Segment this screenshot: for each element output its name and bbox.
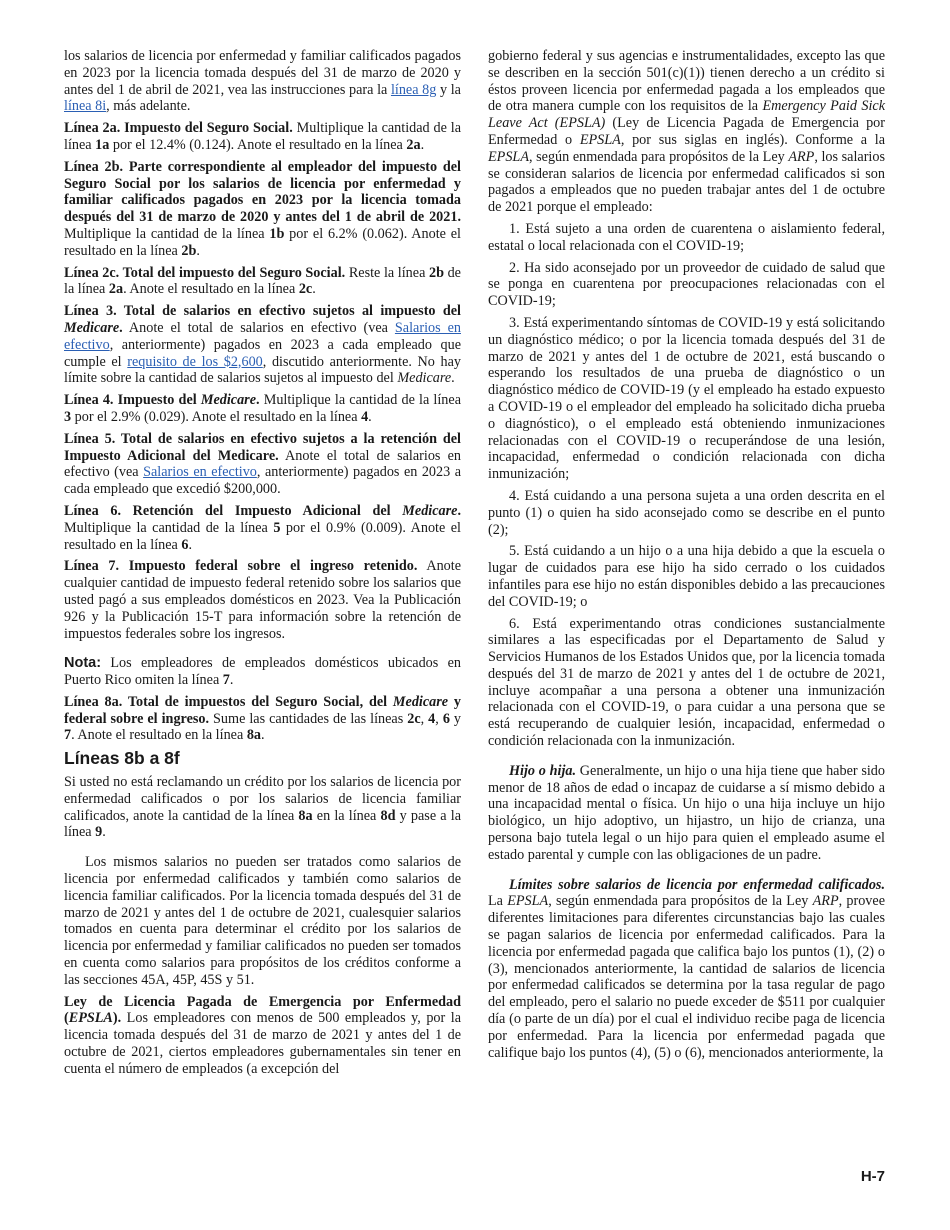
text: ).: [112, 1010, 122, 1027]
limites-paragraph: [488, 877, 885, 1062]
list-item: 6. Está experimentando otras condiciones sustancialmente similares a las especificadas por el Departamento de Salud y Servicios Humanos de los Estados Unidos que, por la licencia tomada después del 31 de marzo de 2021 y antes del 1 de octubre de 2021, incluye acompañar a una persona a obtener una inmunización relacionada con el COVID-19, o para cuidar a una persona que se está recuperando de cualquier lesión, incapacidad, enfermedad o condición relacionada con la inmunización.: [488, 615, 885, 750]
line-3-paragraph: [64, 303, 461, 387]
text: y la: [436, 81, 461, 98]
note-label: Nota:: [64, 655, 102, 672]
bold-ref: 2c: [298, 281, 313, 298]
line-2c-heading: Línea 2c. Total del impuesto del Seguro Social.: [64, 264, 346, 281]
line-4-heading: [64, 392, 260, 408]
bold-ref: 2a: [406, 136, 421, 153]
intro-paragraph: [64, 48, 461, 115]
italic-term: Medicare: [397, 370, 452, 387]
line-5-heading: Línea 5. Total de salarios en efectivo sujetos a la retención del Impuesto Adicional del Medicare.: [64, 430, 461, 464]
bold-ref: 8a: [298, 807, 313, 824]
text: Línea 8a. Total de impuestos del Seguro Social, del: [64, 693, 393, 710]
text: Los empleadores con menos de 500 empleados y, por la licencia tomada después del 31 de marzo de 2021 y antes del 1 de octubre de 2021, ciertos empleadores gubernamentales sin tener en cuenta el número de empleados (a excepción del: [64, 1010, 461, 1077]
link-linea-8i[interactable]: línea 8i: [64, 98, 107, 115]
bold-ref: 1a: [95, 136, 110, 153]
text: Anote el total de salarios en efectivo (vea: [122, 319, 395, 336]
same-wages-paragraph: Los mismos salarios no pueden ser tratados como salarios de licencia por enfermedad calificados y también como salarios de licencia familiar calificados. Por la licencia tomada después del 31 de marzo de 2021 y antes del 1 de octubre de 2021, cualesquier salarios tomados en cuenta para determinar el crédito por los salarios de licencia por enfermedad y familiar calificados no pueden ser tomados en cuenta como salarios para propósitos de los créditos conforme a las secciones 45A, 45P, 45S y 51.: [64, 854, 461, 988]
italic-term: Emergency Paid Sick Leave Act (EPSLA): [488, 98, 885, 132]
hijo-heading: Hijo o hija.: [509, 762, 577, 779]
link-salarios-en-efectivo[interactable]: Salarios en efectivo: [143, 464, 257, 481]
text: , según enmendada para propósitos de la Ley: [548, 893, 813, 910]
italic-term: EPSLA: [579, 131, 621, 148]
text: Anote cualquier cantidad de impuesto federal retenido sobre los salarios que usted pagó a sus empleados domésticos en 2023. Vea la Publicación 926 y la Publicación 15-T para información sobre la retención de impuestos federales sobre los ingresos.: [64, 558, 462, 642]
text: Sume las cantidades de las líneas: [209, 710, 408, 727]
text: Anote el total de salarios en efectivo (vea: [64, 447, 461, 481]
italic-term: EPSLA: [488, 148, 529, 165]
text: Multiplique la cantidad de la línea: [64, 225, 270, 242]
italic-term: Medicare: [64, 319, 120, 336]
text: (Ley de Licencia Pagada de Emergencia por Enfermedad o: [488, 115, 885, 148]
italic-term: Medicare: [392, 693, 449, 710]
text: , por sus siglas en inglés). Conforme a la: [620, 131, 886, 148]
italic-term: Medicare: [402, 502, 458, 519]
bold-ref: 2b: [428, 264, 444, 281]
page-number: H-7: [860, 1168, 885, 1185]
text: .: [196, 242, 200, 259]
link-requisito-2600[interactable]: requisito de los $2,600: [127, 353, 263, 370]
text: .: [256, 392, 260, 409]
text: .: [188, 536, 193, 553]
text: y pase a la línea: [64, 807, 462, 841]
text: , anteriormente) pagados en 2023 a cada empleado que cumple el: [64, 336, 461, 370]
text: .: [119, 319, 123, 336]
text: La: [488, 893, 508, 910]
bold-ref: 8d: [380, 807, 396, 824]
text: Generalmente, un hijo o una hija tiene que haber sido menor de 18 años de edad o incapaz de cuidarse a sí mismo debido a una incapacidad mental o física. Un hijo o una hija incluye un hijo biológico, un hijo adoptivo, un hijastro, un hijo de crianza, una persona bajo tutela legal o un hijo para quien el empleado asume el estado parental y cumple con las obligaciones de un padre.: [488, 762, 885, 863]
bold-ref: 3: [64, 408, 72, 425]
text: Multiplique la cantidad de la línea: [64, 519, 274, 536]
text: .: [229, 672, 234, 689]
text: , según enmendada para propósitos de la Ley: [528, 148, 789, 165]
text: .: [457, 502, 461, 519]
text: Reste la línea: [345, 264, 429, 281]
bold-ref: 9: [95, 824, 103, 841]
text: y federal sobre el ingreso.: [64, 693, 462, 727]
text: de la línea: [64, 264, 461, 298]
text: por el 0.9% (0.009). Anote el resultado en la línea: [64, 519, 461, 553]
epsla-paragraph: [64, 994, 461, 1078]
bold-ref: 4: [361, 408, 369, 425]
list-item: 3. Está experimentando síntomas de COVID-19 y está solicitando un diagnóstico médico; o por la licencia tomada después del 31 de marzo de 2021 y antes del 1 de octubre de 2021, está buscando o esperando los resultados de una prueba de diagnóstico o un diagnóstico médico de COVID-19 (y el empleado ha estado expuesto a COVID-19 o el empleador del empleado ha solicitado dicha prueba o diagnóstico), o el empleado está obteniendo inmunizaciones relacionadas con el COVID-19 o recuperándose de una lesión, incapacidad, enfermedad o condición relacionada con dicha inmunización;: [488, 314, 885, 483]
text: Multiplique la cantidad de la línea: [64, 120, 461, 153]
text: .: [420, 136, 425, 153]
line-2a-paragraph: [64, 120, 461, 154]
bold-ref: 7: [222, 672, 230, 689]
text: , discutido anteriormente. No hay límite sobre la cantidad de salarios sujetos al impuesto del: [64, 353, 461, 387]
text: .: [368, 408, 372, 425]
bold-ref: 4: [428, 710, 436, 727]
text: , anteriormente) pagados en 2023 a cada empleado que excedió $200,000.: [64, 464, 462, 498]
bold-ref: 8a: [246, 727, 261, 744]
italic-term: EPSLA: [507, 893, 549, 910]
text: Los empleadores de empleados domésticos ubicados en Puerto Rico omiten la línea: [64, 655, 461, 689]
text: Si usted no está reclamando un crédito por los salarios de licencia por enfermedad calificados o por los salarios de licencia familiar calificados, anote la cantidad de la línea: [64, 774, 461, 824]
line-6-paragraph: [64, 503, 461, 553]
text: , más adelante.: [106, 98, 191, 115]
text: . Anote el resultado en la línea: [71, 727, 247, 744]
text: , provee diferentes limitaciones para diferentes circunstancias bajo las cuales se pagan salarios de licencia por enfermedad calificados. Para la licencia por enfermedad pagada que califica bajo los puntos (1), (2) o (3), mencionados anteriormente, la cantidad de salarios de licencia por enfermedad calificados se determina por la tasa regular de pago del empleado, pero el salario no puede exceder de $511 por cualquier día (o parte de un día) por el cual el individuo recibe paga de licencia por enfermedad. Para la licencia por enfermedad pagada que califique bajo los puntos (4), (5) o (6), mencionados anteriormente, la: [488, 893, 885, 1061]
text: . Anote el resultado en la línea: [123, 281, 299, 298]
line-6-heading: [64, 503, 461, 519]
text: , los salarios se consideran salarios de licencia por enfermedad calificados si son pagados a empleados que no pueden trabajar antes del 1 de octubre de 2021 porque el empleado:: [488, 148, 885, 216]
text: ,: [420, 710, 429, 727]
text: Multiplique la cantidad de la línea: [259, 392, 461, 409]
bold-ref: 7: [64, 727, 72, 744]
section-heading: Líneas 8b a 8f: [64, 748, 180, 769]
line-2a-heading: Línea 2a. Impuesto del Seguro Social.: [64, 120, 293, 137]
line-8a-paragraph: [64, 694, 461, 744]
limites-heading: Límites sobre salarios de licencia por enfermedad calificados.: [509, 876, 885, 893]
epsla-continued-paragraph: [488, 48, 885, 216]
left-column: [64, 48, 461, 1083]
right-column: [488, 48, 885, 1066]
line-5-paragraph: [64, 431, 461, 498]
bold-ref: 5: [273, 519, 281, 536]
text: por el 6.2% (0.062). Anote el resultado en la línea: [64, 225, 461, 259]
text: Línea 6. Retención del Impuesto Adicional del: [64, 502, 403, 519]
link-salarios-en-efectivo[interactable]: Salarios en efectivo: [64, 319, 461, 353]
bold-ref: 2b: [181, 242, 197, 259]
text: Línea 3. Total de salarios en efectivo sujetos al impuesto del: [64, 303, 461, 320]
list-item: 1. Está sujeto a una orden de cuarentena o aislamiento federal, estatal o local relacionada con el COVID-19;: [488, 220, 885, 254]
text: .: [102, 824, 106, 841]
bold-ref: 1b: [269, 225, 285, 242]
line-7-paragraph: [64, 558, 461, 642]
text: .: [451, 370, 455, 387]
text: por el 2.9% (0.029). Anote el resultado en la línea: [71, 408, 362, 425]
note-paragraph: [64, 655, 461, 689]
text: Ley de Licencia Pagada de Emergencia por Enfermedad (: [64, 993, 461, 1027]
line-4-paragraph: [64, 392, 461, 426]
text: y: [449, 710, 461, 727]
bold-ref: 2a: [108, 281, 124, 298]
list-item: 2. Ha sido aconsejado por un proveedor de cuidado de salud que se ponga en cuarentena por preocupaciones relacionadas con el COVID-19;: [488, 259, 885, 310]
text: .: [312, 281, 316, 298]
text: por el 12.4% (0.124). Anote el resultado en la línea: [109, 136, 407, 153]
text: gobierno federal y sus agencias e instrumentalidades, excepto las que se describen en la sección 501(c)(1)) tienen derecho a un crédito si éstos proveen licencia por enfermedad pagada a los empleados que de otra manera cumple con los requisitos de la: [488, 48, 885, 115]
text: los salarios de licencia por enfermedad y familiar calificados pagados en 2023 por la licencia tomada después del 31 de marzo de 2020 y antes del 1 de abril de 2021, vea las instrucciones para la: [64, 48, 461, 98]
line-2c-paragraph: [64, 265, 461, 299]
italic-term: EPSLA: [68, 1010, 113, 1027]
italic-term: ARP: [812, 893, 839, 910]
list-item: 5. Está cuidando a un hijo o a una hija debido a que la escuela o lugar de cuidados para ese hijo ha sido cerrado o los cuidados infantiles para ese hijo no están disponibles debido a las precauciones del COVID-19; o: [488, 543, 885, 610]
text: ,: [435, 710, 443, 727]
italic-term: ARP: [788, 148, 815, 165]
line-2b-heading: Línea 2b. Parte correspondiente al empleador del impuesto del Seguro Social por los salarios de licencia por enfermedad y familiar calificados pagados en 2023 por la licencia tomada después del 31 de marzo de 2020 y antes del 1 de abril de 2021.: [64, 158, 461, 226]
text: .: [261, 727, 265, 744]
list-item: 4. Está cuidando a una persona sujeta a una orden descrita en el punto (1) o quien ha sido aconsejado como se describe en el punto (2);: [488, 487, 885, 538]
line-2b-paragraph: [64, 159, 461, 260]
italic-term: Medicare: [200, 392, 257, 409]
bold-ref: 2c: [407, 710, 421, 727]
line-8b-paragraph: [64, 774, 461, 841]
bold-ref: 6: [442, 710, 450, 727]
line-7-heading: Línea 7. Impuesto federal sobre el ingreso retenido.: [64, 558, 418, 575]
link-linea-8g[interactable]: línea 8g: [390, 81, 437, 98]
bold-ref: 6: [181, 536, 189, 553]
text: en la línea: [312, 807, 381, 824]
text: Línea 4. Impuesto del: [64, 392, 201, 409]
hijo-paragraph: [488, 763, 885, 864]
